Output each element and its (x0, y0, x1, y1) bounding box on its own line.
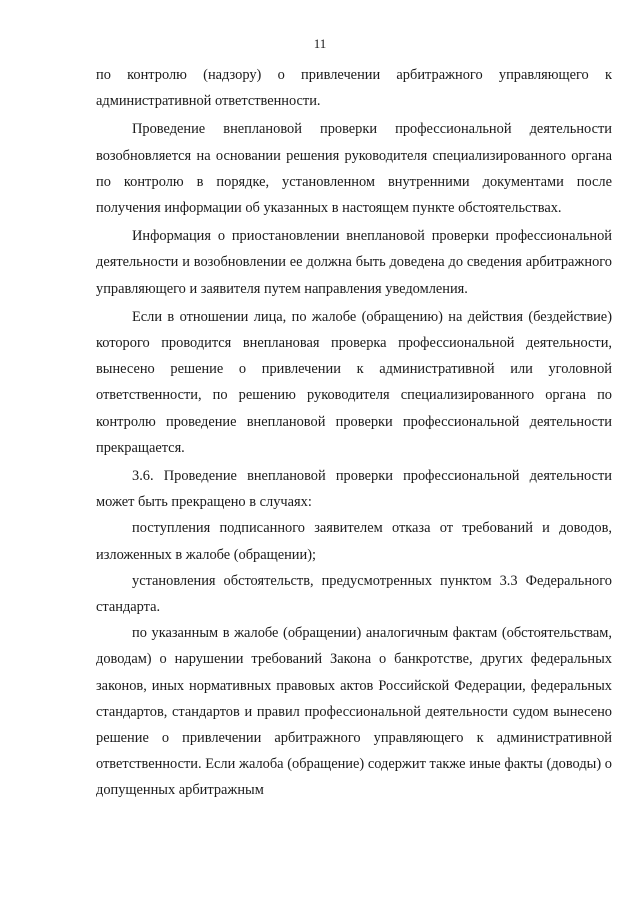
paragraph-termination-liability: Если в отношении лица, по жалобе (обращению) на действия (бездействие) которого проводится внеплановая проверка профессиональной деятельности, вынесено решение о привлечении к административной или уголовной ответственности, по решению руководителя специализированного органа по контролю проведение внеплановой проверки профессиональной деятельности прекращается. (96, 308, 612, 456)
list-item-circumstances: установления обстоятельств, предусмотренных пунктом 3.3 Федерального стандарта. (96, 572, 612, 616)
document-body (96, 62, 612, 804)
paragraph-section-3-6: 3.6. Проведение внеплановой проверки профессиональной деятельности может быть прекращено в случаях: (96, 468, 612, 511)
list-item-withdrawal: поступления подписанного заявителем отказа от требований и доводов, изложенных в жалобе (обращении); (96, 520, 612, 563)
list-item-court-decision: по указанным в жалобе (обращении) аналогичным фактам (обстоятельствам, доводам) о нарушении требований Закона о банкротстве, других федеральных законов, иных нормативных правовых актов Российской Федерации, федеральных стандартов, стандартов и правил профессиональной деятельности судом вынесено решение о привлечении арбитражного управляющего к административной ответственности. Если жалоба (обращение) содержит также иные факты (доводы) о допущенных арбитражным (96, 625, 612, 799)
paragraph-continuation: по контролю (надзору) о привлечении арбитражного управляющего к административной ответственности. (96, 67, 612, 110)
paragraph-notification: Информация о приостановлении внеплановой проверки профессиональной деятельности и возобновлении ее должна быть доведена до сведения арбитражного управляющего и заявителя путем направления уведомления. (96, 228, 612, 297)
page-number: 11 (313, 36, 327, 51)
paragraph-resumption: Проведение внеплановой проверки профессиональной деятельности возобновляется на основании решения руководителя специализированного органа по контролю в порядке, установленном внутренними документами после получения информации об указанных в настоящем пункте обстоятельствах. (96, 121, 612, 217)
